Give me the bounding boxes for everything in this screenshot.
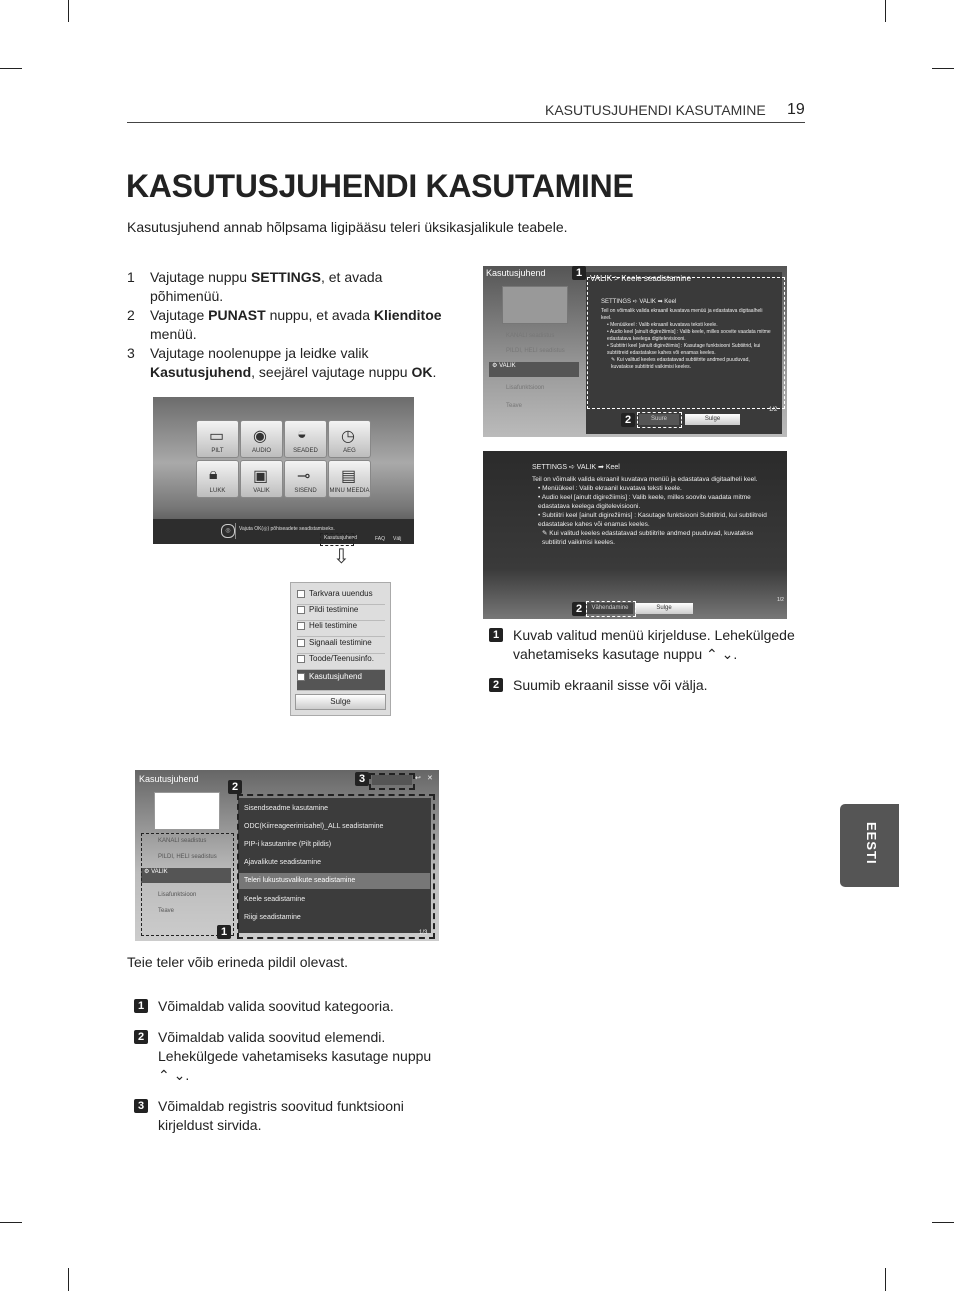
media-icon: ▤ xyxy=(341,468,357,485)
list-item[interactable]: Tarkvara uuendus xyxy=(297,589,385,605)
detail-breadcrumb: SETTINGS ➪ VALIK ➡ Keel xyxy=(601,299,677,305)
menu-hint: Vajuta OK(◎) põhiseadete seadistamiseks. xyxy=(239,526,335,532)
tv-icon: ▭ xyxy=(209,428,225,445)
checkbox-icon xyxy=(297,590,305,598)
gear-icon: ⚙ xyxy=(492,363,498,369)
index-highlight xyxy=(369,773,415,790)
preview-thumbnail xyxy=(154,792,220,830)
callout-badge: 2 xyxy=(621,413,635,427)
speaker-icon: ◉ xyxy=(253,428,267,445)
briefcase-icon: ▣ xyxy=(253,468,269,485)
page-number: 19 xyxy=(787,101,805,118)
checkbox-icon xyxy=(297,622,305,630)
zoom-highlight xyxy=(637,412,682,428)
category-item[interactable]: KANALI seadistus xyxy=(158,838,207,844)
callout-badge: 1 xyxy=(572,266,586,280)
category-item[interactable]: PILDI, HELI seadistus xyxy=(506,348,565,354)
detail-body: Teil on võimalik valida ekraanil kuvatava menüü ja edastatava digitaalheli keel. • Menüükeel : Valib ekraanil kuvatava teksti keele. • Audio keel [ainult digirežiimis] : Valib keele, milles soovite vaadata mitme edastatava keelega digitelevisiooni. • Subtiitri keel [ainult digirežiimis] : Kasutage funktsiooni Subtiitrid, kui subtiitreid edastatakse kahes või enamas keeles. ✎ Kui valitud keeles edastatavad subtiitrite andmed puuduvad, kuvatakse subtiitrid vaikimisi keeles. xyxy=(601,308,771,370)
support-close-button[interactable]: Sulge xyxy=(295,694,386,710)
tile-audio[interactable]: ◉ AUDIO xyxy=(240,420,283,458)
notes-right xyxy=(489,626,799,707)
step-1: 1 Vajutage nuppu SETTINGS, et avada põhimenüü. xyxy=(127,269,383,304)
satellite-icon: ◒ xyxy=(297,426,307,443)
faq-button[interactable]: FAQ xyxy=(375,536,386,542)
detail-page-indicator: 1/2 xyxy=(769,407,778,413)
zoom-out-highlight xyxy=(586,601,636,617)
category-item[interactable]: KANALI seadistus xyxy=(506,333,555,339)
notes-left xyxy=(134,997,444,1147)
category-item[interactable]: Teave xyxy=(506,403,523,409)
guide-item-selected[interactable]: Teleri lukustusvalikute seadistamine xyxy=(239,873,430,889)
tile-seaded[interactable]: ◒ SEADED xyxy=(284,420,327,458)
back-icon[interactable]: ↩ xyxy=(415,775,421,782)
zoom-breadcrumb: SETTINGS ➪ VALIK ➡ Keel xyxy=(532,464,620,471)
guide-item[interactable]: Sisendseadme kasutamine xyxy=(244,805,329,812)
tile-aeg[interactable]: ◷ AEG xyxy=(328,420,371,458)
running-header: KASUTUSJUHENDI KASUTAMINE xyxy=(545,102,766,118)
down-arrow-icon: ⇩ xyxy=(333,546,350,568)
checkbox-icon xyxy=(297,655,305,663)
book-icon xyxy=(297,673,305,681)
step-2: 2 Vajutage PUNAST nuppu, et avada Klienditoe menüü. xyxy=(127,307,442,342)
note-item: 2 Suumib ekraanil sisse või välja. xyxy=(489,676,799,695)
checkbox-icon xyxy=(297,606,305,614)
clock-icon: ◷ xyxy=(341,428,355,445)
close-icon[interactable]: ✕ xyxy=(427,775,433,782)
language-tab: EESTI xyxy=(840,804,899,887)
note-item: 1 Võimaldab valida soovitud kategooria. xyxy=(134,997,444,1016)
guide-title: Kasutusjuhend xyxy=(139,774,199,784)
zoom-out-button[interactable]: Vähendamine xyxy=(587,603,633,614)
guide-button[interactable]: Kasutusjuhend xyxy=(324,535,358,541)
exit-button[interactable]: Välj xyxy=(393,536,402,542)
figure-caption: Teie teler võib erineda pildil olevast. xyxy=(127,954,349,970)
category-item[interactable]: Teave xyxy=(158,908,175,914)
callout-badge: 2 xyxy=(572,602,586,616)
guide-item[interactable]: PIP-i kasutamine (Pilt pildis) xyxy=(244,841,332,848)
guide-item[interactable]: Keele seadistamine xyxy=(244,896,306,903)
tile-valik[interactable]: ▣ VALIK xyxy=(240,460,283,498)
zoom-close-button[interactable]: Sulge xyxy=(635,603,693,614)
main-menu-screen xyxy=(153,397,414,544)
steps-list xyxy=(127,268,457,382)
intro-text: Kasutusjuhend annab hõlpsama ligipääsu teleri üksikasjalikule teabele. xyxy=(127,219,568,235)
guide-item[interactable]: ODC(Kiirreageerimisahel)_ALL seadistamine xyxy=(244,823,384,830)
plug-icon: ⊸ xyxy=(297,468,311,485)
list-item-selected[interactable]: Kasutusjuhend xyxy=(297,670,385,691)
page-title: KASUTUSJUHENDI KASUTAMINE xyxy=(126,168,634,204)
callout-badge: 3 xyxy=(355,772,369,786)
guide-page-indicator: 1/3 xyxy=(419,930,428,936)
list-item[interactable]: Toode/Teenusinfo. xyxy=(297,654,385,670)
category-item[interactable]: Lisafunktsioon xyxy=(506,385,545,391)
category-item-selected[interactable]: ⚙ VALIK xyxy=(489,362,579,377)
tile-sisend[interactable]: ⊸ SISEND xyxy=(284,460,327,498)
note-item: 2 Võimaldab valida soovitud elemendi. Lehekülgede vahetamiseks kasutage nuppu ⌃ ⌄. xyxy=(134,1028,444,1085)
detail-path: VALIK > Keele seadistamine xyxy=(590,274,692,283)
callout-badge: 2 xyxy=(228,780,242,794)
zoom-in-button[interactable]: Suure xyxy=(639,414,679,425)
guide-item[interactable]: Riigi seadistamine xyxy=(244,914,301,921)
step-3: 3 Vajutage noolenuppe ja leidke valik Kasutusjuhend, seejärel vajutage nuppu OK. xyxy=(127,345,437,380)
items-highlight xyxy=(237,794,435,939)
gear-icon: ⚙ xyxy=(144,869,150,875)
header-rule xyxy=(127,122,805,123)
list-item[interactable]: Signaali testimine xyxy=(297,638,385,654)
category-item[interactable]: PILDI, HELI seadistus xyxy=(158,854,217,860)
detail-title: Kasutusjuhend xyxy=(486,268,546,278)
detail-close-button[interactable]: Sulge xyxy=(685,414,740,425)
category-item[interactable]: Lisafunktsioon xyxy=(158,892,197,898)
note-item: 1 Kuvab valitud menüü kirjelduse. Lehekülgede vahetamiseks kasutage nuppu ⌃ ⌄. xyxy=(489,626,799,664)
detail-highlight xyxy=(587,277,785,409)
list-item[interactable]: Pildi testimine xyxy=(297,605,385,621)
category-item-selected[interactable]: ⚙ VALIK xyxy=(141,868,231,883)
list-item[interactable]: Heli testimine xyxy=(297,621,385,637)
guide-item[interactable]: Ajavalikute seadistamine xyxy=(244,859,322,866)
tile-minu-meedia[interactable]: ▤ MINU MEEDIA xyxy=(328,460,371,498)
note-item: 3 Võimaldab registris soovitud funktsiooni kirjeldust sirvida. xyxy=(134,1097,444,1135)
tile-lukk[interactable]: 🔒︎ LUKK xyxy=(196,460,239,498)
zoom-screen xyxy=(483,451,787,619)
support-menu xyxy=(290,582,391,716)
checkbox-icon xyxy=(297,639,305,647)
ok-icon: ◎ xyxy=(221,524,235,538)
guide-highlight xyxy=(320,533,354,546)
zoom-page-indicator: 1/2 xyxy=(777,597,784,603)
category-highlight xyxy=(141,833,234,936)
zoom-body: Teil on võimalik valida ekraanil kuvatava menüü ja edastatava digitaalheli keel. • Menüükeel : Valib ekraanil kuvatava teksti keele. • Audio keel [ainult digirežiimis] : Valib keele, milles soovite vaadata mitme edastatava keelega digitelevisiooni. • Subtiitri keel [ainult digirežiimis] : Kasutage funktsiooni Subtiitrid, kui subtiitreid edastatakse kahes või enamas keeles. ✎ Kui valitud keeles edastatavad subtiitrite andmed puuduvad, kuvatakse subtiitrid vaikimisi keeles. xyxy=(532,476,767,546)
callout-badge: 1 xyxy=(217,925,231,939)
hint-divider xyxy=(235,523,236,539)
tile-pilt[interactable]: ▭ PILT xyxy=(196,420,239,458)
preview-thumbnail xyxy=(502,286,568,324)
lock-icon: 🔒︎ xyxy=(209,466,218,483)
